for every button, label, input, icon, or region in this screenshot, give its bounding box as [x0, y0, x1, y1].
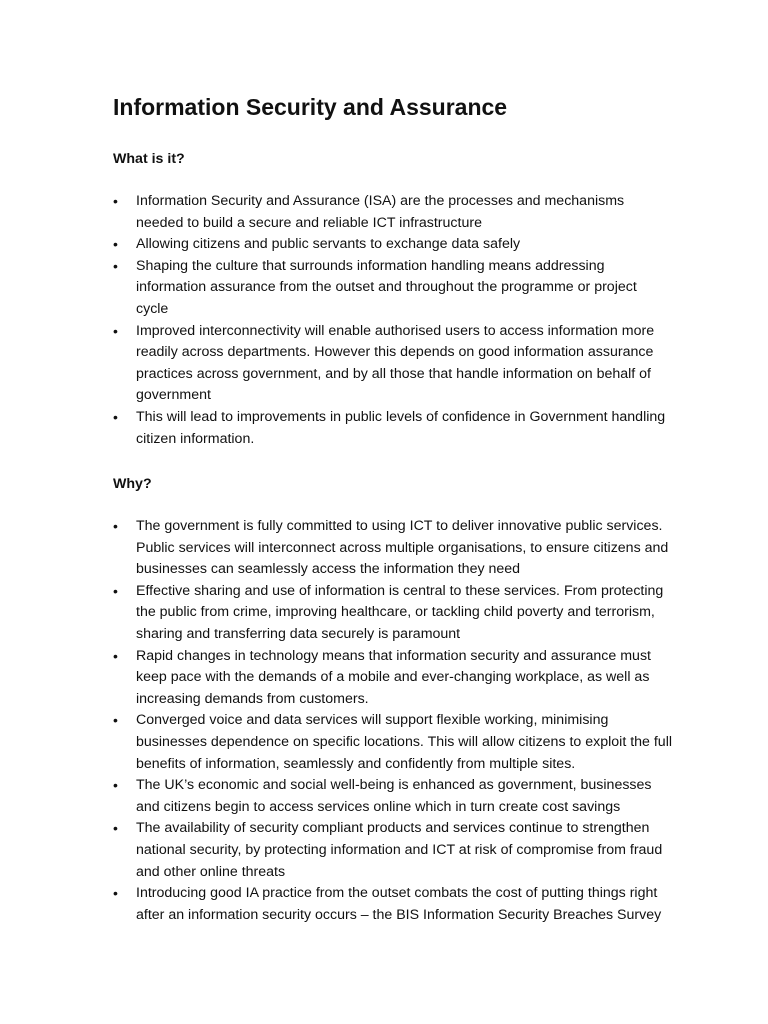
bullet-item: • The UK’s economic and social well-being is enhanced as government, businesses and citizens begin to access services online which in turn create cost savings: [113, 775, 673, 818]
document-title: Information Security and Assurance: [113, 94, 508, 120]
bullet-item: • Improved interconnectivity will enable authorised users to access information more readily across departments. However this depends on good information assurance practices across government, and by all those that handle information on behalf of government: [113, 321, 673, 407]
bullet-item: • Introducing good IA practice from the outset combats the cost of putting things right after an information security occurs – the BIS Information Security Breaches Survey: [113, 883, 673, 926]
bullet-item: • This will lead to improvements in public levels of confidence in Government handling citizen information.: [113, 407, 673, 450]
bullet-item: • Shaping the culture that surrounds information handling means addressing information assurance from the outset and throughout the programme or project cycle: [113, 256, 673, 321]
bullet-list-why: [113, 516, 673, 926]
bullet-item: • The availability of security compliant products and services continue to strengthen national security, by protecting information and ICT at risk of compromise from fraud and other online threats: [113, 818, 673, 883]
bullet-item: • Effective sharing and use of information is central to these services. From protecting the public from crime, improving healthcare, or tackling child poverty and terrorism, sharing and transferring data securely is paramount: [113, 581, 673, 646]
section-heading-what-is-it: What is it?: [113, 151, 185, 167]
bullet-item: • Rapid changes in technology means that information security and assurance must keep pace with the demands of a mobile and ever-changing workplace, as well as increasing demands from customers.: [113, 646, 673, 711]
bullet-item: • Information Security and Assurance (ISA) are the processes and mechanisms needed to build a secure and reliable ICT infrastructure: [113, 191, 673, 234]
bullet-item: • The government is fully committed to using ICT to deliver innovative public services. Public services will interconnect across multiple organisations, to ensure citizens and businesses can seamlessly access the information they need: [113, 516, 673, 581]
bullet-item: • Converged voice and data services will support flexible working, minimising businesses dependence on specific locations. This will allow citizens to exploit the full benefits of information, seamlessly and confidently from multiple sites.: [113, 710, 673, 775]
section-heading-why: Why?: [113, 476, 152, 492]
bullet-list-what-is-it: [113, 191, 673, 450]
bullet-item: • Allowing citizens and public servants to exchange data safely: [113, 234, 673, 256]
